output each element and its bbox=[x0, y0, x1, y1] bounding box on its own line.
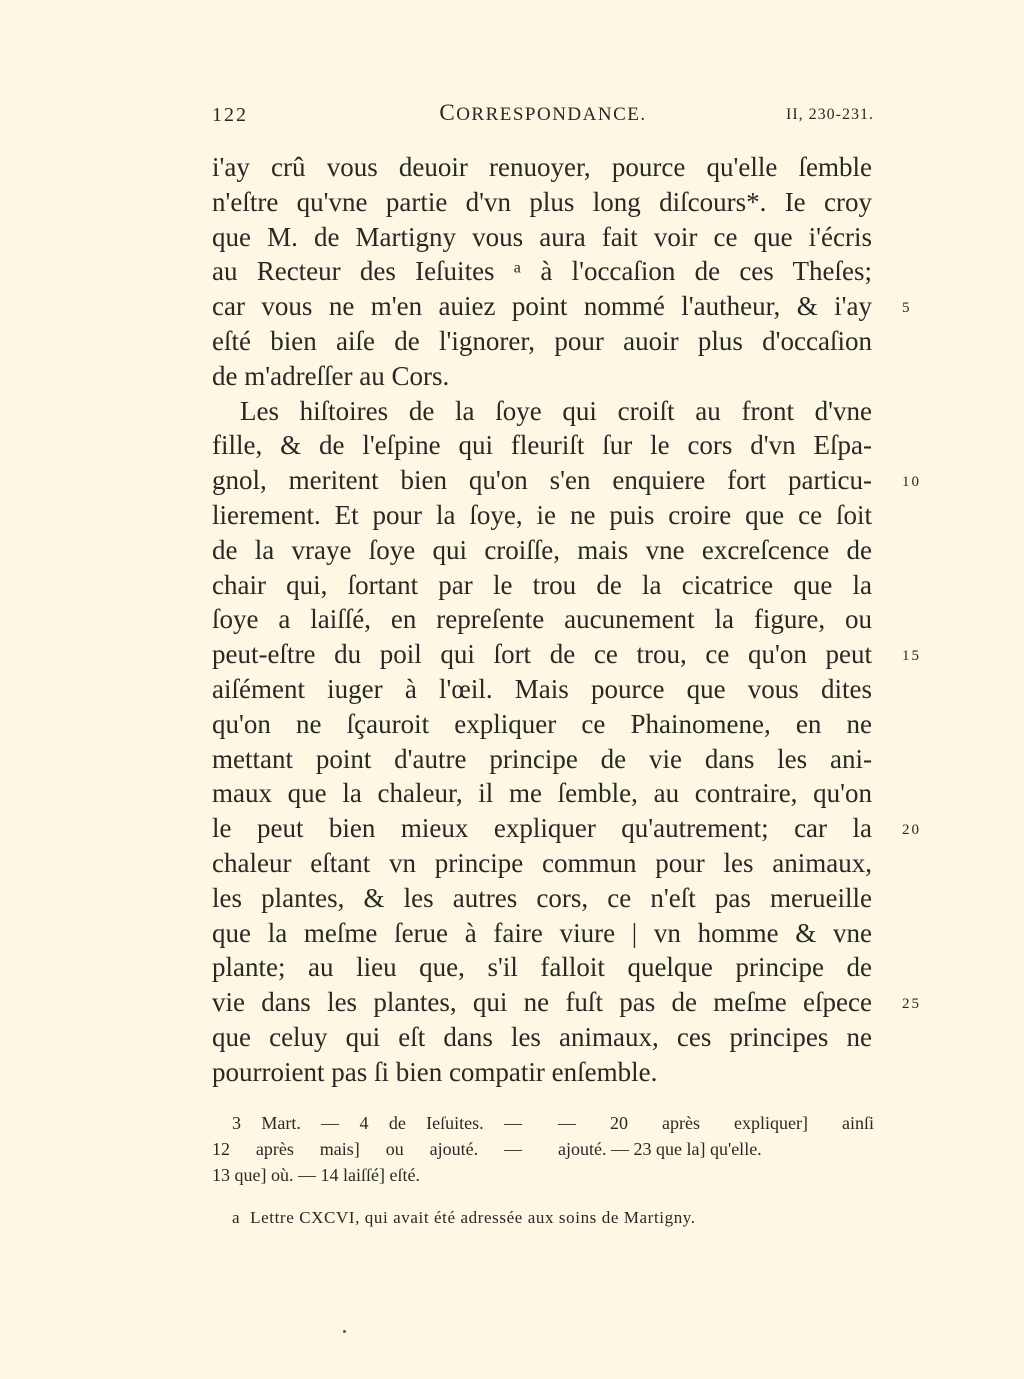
text-line bbox=[212, 185, 872, 220]
variant-readings bbox=[212, 1110, 874, 1190]
text-line bbox=[212, 498, 872, 533]
line-number: 25 bbox=[902, 996, 921, 1013]
variants-right-column bbox=[558, 1110, 874, 1162]
page-number: 122 bbox=[212, 104, 248, 126]
text-line-content: de m'adreſſer au Cors. bbox=[212, 360, 450, 391]
text-line-content: aiſément iuger à l'œil. Mais pource que vous dites bbox=[212, 673, 872, 704]
text-line-content: pourroient pas ſi bien compatir enſemble. bbox=[212, 1056, 658, 1087]
ink-speck bbox=[343, 1330, 346, 1333]
text-line-content: ſoye a laiſſé, en repreſente aucunement la figure, ou bbox=[212, 604, 872, 635]
text-line-content: fille, & de l'eſpine qui fleuriſt ſur le cors d'vn Eſpa- bbox=[212, 430, 872, 461]
running-head bbox=[212, 100, 874, 132]
text-line-content: mettant point d'autre principe de vie dans les ani- bbox=[212, 743, 872, 774]
text-line bbox=[212, 150, 872, 185]
text-line-content: maux que la chaleur, il me ſemble, au contraire, qu'on bbox=[212, 778, 872, 809]
title-initial: C bbox=[439, 100, 457, 125]
text-line bbox=[212, 254, 872, 289]
text-line-content: chair qui, ſortant par le trou de la cicatrice que la bbox=[212, 569, 872, 600]
text-line bbox=[212, 881, 872, 916]
text-line bbox=[212, 637, 921, 672]
text-line bbox=[212, 811, 921, 846]
text-line bbox=[212, 846, 872, 881]
text-line bbox=[212, 707, 872, 742]
text-line-content: au Recteur des Ieſuites ᵃ à l'occaſion de ces Theſes; bbox=[212, 256, 872, 287]
text-line-content: que M. de Martigny vous aura fait voir ce que i'écris bbox=[212, 221, 872, 252]
text-line-content: plante; au lieu que, s'il falloit quelque principe de bbox=[212, 952, 872, 983]
text-line bbox=[212, 324, 872, 359]
text-line-content: gnol, meritent bien qu'on s'en enquiere fort particu- bbox=[212, 465, 872, 496]
text-line-content: peut-eſtre du poil qui ſort de ce trou, ce qu'on peut bbox=[212, 639, 872, 670]
text-line bbox=[212, 602, 872, 637]
variant-line: 3 Mart. — 4 de Ieſuites. — bbox=[232, 1113, 522, 1133]
text-line bbox=[212, 394, 872, 429]
line-number: 15 bbox=[902, 648, 921, 665]
text-line bbox=[212, 742, 872, 777]
text-line bbox=[212, 950, 872, 985]
variants-left-column bbox=[212, 1110, 522, 1188]
variant-line: — 20 après expliquer] ainſi bbox=[558, 1113, 874, 1133]
text-line bbox=[212, 985, 921, 1020]
title-rest: ORRESPONDANCE. bbox=[456, 104, 647, 125]
text-line bbox=[212, 776, 872, 811]
text-line-content: vie dans les plantes, qui ne fuſt pas de meſme eſpece bbox=[212, 987, 872, 1018]
page-title bbox=[212, 100, 874, 126]
text-line bbox=[212, 359, 872, 394]
text-line-content: de la vraye ſoye qui croiſſe, mais vne excreſcence de bbox=[212, 534, 872, 565]
text-line-content: qu'on ne ſçauroit expliquer ce Phainomene, en ne bbox=[212, 708, 872, 739]
text-line bbox=[212, 428, 872, 463]
variant-line: 13 que] où. — 14 laiſſé] eſté. bbox=[212, 1165, 420, 1185]
footnote bbox=[232, 1208, 872, 1228]
text-line bbox=[212, 568, 872, 603]
line-number: 10 bbox=[902, 474, 921, 491]
text-line-content: le peut bien mieux expliquer qu'autrement; car la bbox=[212, 813, 872, 844]
variant-line: 12 après mais] ou ajouté. — bbox=[212, 1139, 522, 1159]
text-line bbox=[212, 1020, 872, 1055]
footnote-text: Lettre CXCVI, qui avait été adressée aux soins de Martigny. bbox=[250, 1208, 696, 1227]
text-line-content: chaleur eſtant vn principe commun pour les animaux, bbox=[212, 847, 872, 878]
text-line bbox=[212, 463, 921, 498]
text-line-content: que celuy qui eſt dans les animaux, ces principes ne bbox=[212, 1021, 872, 1052]
text-line-content: car vous ne m'en auiez point nommé l'autheur, & i'ay bbox=[212, 291, 872, 322]
text-line bbox=[212, 1055, 872, 1090]
text-line bbox=[212, 533, 872, 568]
text-line bbox=[212, 916, 872, 951]
text-line-content: lierement. Et pour la ſoye, ie ne puis croire que ce ſoit bbox=[212, 499, 872, 530]
footnote-mark: a bbox=[232, 1208, 241, 1227]
body-text bbox=[212, 150, 921, 1090]
text-line bbox=[212, 220, 872, 255]
text-line-content: que la meſme ſerue à faire viure | vn homme & vne bbox=[212, 917, 872, 948]
text-line-content: les plantes, & les autres cors, ce n'eſt pas merueille bbox=[212, 882, 872, 913]
volume-reference: II, 230-231. bbox=[786, 106, 874, 123]
text-line-content: i'ay crû vous deuoir renuoyer, pource qu'elle ſemble bbox=[212, 152, 872, 182]
text-line bbox=[212, 672, 872, 707]
text-line-content: n'eſtre qu'vne partie d'vn plus long diſcours*. Ie croy bbox=[212, 186, 872, 217]
text-line-content: eſté bien aiſe de l'ignorer, pour auoir plus d'occaſion bbox=[212, 325, 872, 356]
line-number: 5 bbox=[902, 300, 912, 317]
text-line-content: Les hiſtoires de la ſoye qui croiſt au front d'vne bbox=[240, 395, 872, 426]
text-line bbox=[212, 289, 912, 324]
variant-line: ajouté. — 23 que la] qu'elle. bbox=[558, 1139, 762, 1159]
line-number: 20 bbox=[902, 822, 921, 839]
